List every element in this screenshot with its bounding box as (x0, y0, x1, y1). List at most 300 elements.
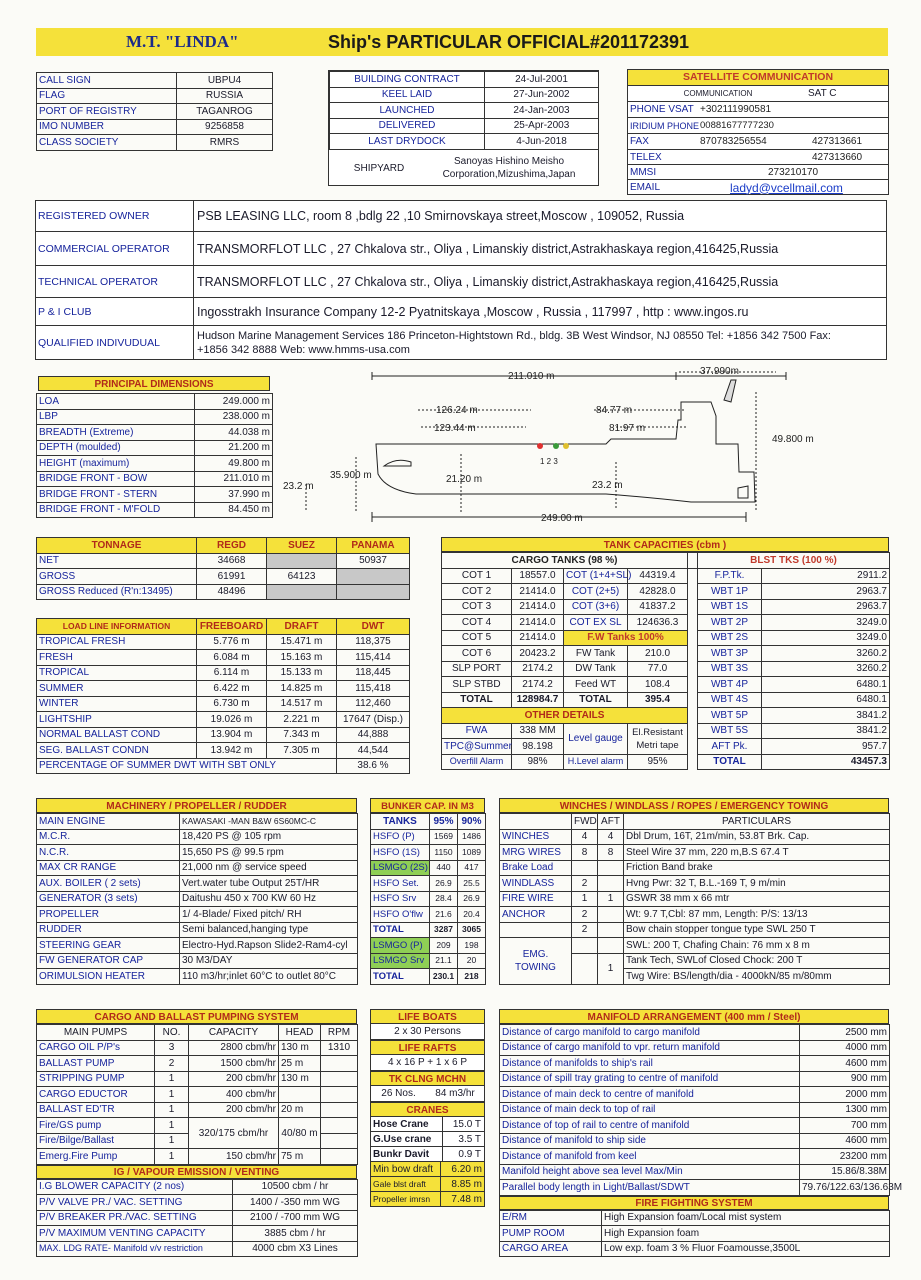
bunker-tank: LSMGO Srv (371, 953, 430, 969)
table-row (37, 1071, 358, 1087)
owner-value (194, 305, 748, 319)
winches-header-cell (500, 814, 572, 830)
machinery-value: Semi balanced,hanging type (180, 922, 358, 938)
table-row (442, 584, 890, 600)
bunker-title: BUNKER CAP. IN M3 (370, 798, 485, 813)
machinery-value: 30 M3/DAY (180, 953, 358, 969)
loadline-cell: 17647 (Disp.) (337, 712, 410, 728)
lifeboats-box (370, 1009, 485, 1207)
tonnage-cell: 61991 (197, 569, 267, 585)
winch-aft: 8 (598, 845, 624, 861)
principal-label: LBP (37, 409, 195, 425)
machinery-value: 18,420 PS @ 105 rpm (180, 829, 358, 845)
draft-label: Propeller imrsn (371, 1192, 441, 1206)
table-row (37, 1102, 358, 1118)
ballast-tank-value: 3249.0 (762, 615, 890, 631)
principal-value: 44.038 m (195, 425, 273, 441)
spacer (688, 599, 698, 615)
spacer (688, 754, 698, 770)
manifold-label: Parallel body length in Light/Ballast/SDWT (500, 1180, 800, 1196)
loadline-cell: 6.422 m (197, 681, 267, 697)
cargo-tank-name: COT 4 (442, 615, 512, 631)
pumps-header (37, 1025, 358, 1041)
machinery-value: 1/ 4-Blade/ Fixed pitch/ RH (180, 907, 358, 923)
fw-tank-name: TOTAL (564, 692, 628, 708)
winch-particulars: Friction Band brake (624, 860, 890, 876)
tk-clng-count: 26 Nos. (381, 1088, 416, 1099)
table-row (37, 502, 273, 518)
cargo-tank-name: COT 2 (442, 584, 512, 600)
principal-table (36, 393, 273, 518)
owner-value (194, 275, 778, 289)
pump-head: 130 m (279, 1071, 321, 1087)
manifold-box (499, 1009, 903, 1257)
ballast-tank-name: TOTAL (698, 754, 762, 770)
loadline-cell: TROPICAL (37, 665, 197, 681)
spacer (688, 723, 698, 739)
table-row (37, 135, 273, 151)
owner-value-line: TRANSMORFLOT LLC , 27 Chkalova str., Oliya , Limanskiy district,Astrakhaskaya region,416425,Russia (197, 241, 779, 256)
tonnage-table (36, 537, 410, 600)
manifold-table (499, 1024, 903, 1196)
bunker-90: 26.9 (458, 891, 486, 907)
spacer (688, 646, 698, 662)
ballast-tank-name: WBT 4P (698, 677, 762, 693)
dim-23a: 23.2 m (283, 481, 314, 492)
phone-vsat-label: PHONE VSAT (630, 104, 694, 115)
manifold-value: 4600 mm (800, 1133, 890, 1149)
phone-vsat: +302111990581 (700, 104, 772, 115)
bunker-90: 1486 (458, 829, 486, 845)
bunker-tank: LSMGO (P) (371, 938, 430, 954)
table-row (37, 727, 410, 743)
machinery-label: PROPELLER (37, 907, 180, 923)
fax2: 427313661 (812, 136, 863, 147)
loadline-cell: LIGHTSHIP (37, 712, 197, 728)
pump-no: 1 (155, 1133, 189, 1149)
table-row (37, 1040, 358, 1056)
other-value: 98% (512, 754, 564, 770)
table-row (37, 425, 273, 441)
manifold-label: Manifold height above sea level Max/Min (500, 1164, 800, 1180)
winch-aft (598, 876, 624, 892)
manifold-label: Distance of manifold from keel (500, 1149, 800, 1165)
tonnage-cell: NET (37, 553, 197, 569)
winch-label: MRG WIRES (500, 845, 572, 861)
bunker-90: 417 (458, 860, 486, 876)
ident-label: IMO NUMBER (37, 119, 177, 135)
satcom-title: SATELLITE COMMUNICATION (628, 70, 888, 85)
ig-label: P/V VALVE PR./ VAC. SETTING (37, 1195, 233, 1211)
building-label: LAUNCHED (330, 103, 485, 119)
winch-aft (598, 860, 624, 876)
iridium-label: IRIDIUM PHONE (630, 120, 700, 131)
winch-particulars: GSWR 38 mm x 66 mtr (624, 891, 890, 907)
table-row (37, 553, 410, 569)
table-row (37, 860, 358, 876)
fw-tank-value: 77.0 (628, 661, 688, 677)
manifold-value: 4000 mm (800, 1040, 890, 1056)
machinery-label: ORIMULSION HEATER (37, 969, 180, 985)
table-row (500, 1180, 890, 1196)
crane-swl: 3.5 T (458, 1134, 481, 1145)
bunker-95: 1569 (430, 829, 458, 845)
fw-tank-name: COT (3+6) (564, 599, 628, 615)
ig-value: 2100 / -700 mm WG (233, 1210, 358, 1226)
ballast-tank-value: 3841.2 (762, 708, 890, 724)
loadline-cell: 6.730 m (197, 696, 267, 712)
table-row (37, 1056, 358, 1072)
tonnage-header-cell: SUEZ (267, 538, 337, 554)
table-row (37, 907, 358, 923)
principal-value: 249.000 m (195, 394, 273, 410)
fire-area: PUMP ROOM (500, 1226, 602, 1242)
table-row (37, 634, 410, 650)
ballast-tanks-title: BLST TKS (100 %) (698, 553, 890, 569)
winch-label: Brake Load (500, 860, 572, 876)
table-row (37, 394, 273, 410)
cargo-tank-value: 21414.0 (512, 615, 564, 631)
bunker-95: 21.1 (430, 953, 458, 969)
bunker-95: 440 (430, 860, 458, 876)
ballast-tank-name: WBT 4S (698, 692, 762, 708)
cargo-tank-name: SLP PORT (442, 661, 512, 677)
table-row (37, 119, 273, 135)
manifold-value: 79.76/122.63/136.63M (800, 1180, 890, 1196)
principal-title: PRINCIPAL DIMENSIONS (38, 376, 270, 391)
ident-value: 9256858 (177, 119, 273, 135)
owner-label: QUALIFIED INDIVUDUAL (36, 326, 194, 359)
machinery-value: Daitushu 450 x 700 KW 60 Hz (180, 891, 358, 907)
table-row (37, 953, 358, 969)
machinery-label: M.C.R. (37, 829, 180, 845)
loadline-header-cell: DRAFT (267, 619, 337, 635)
table-row (500, 1226, 890, 1242)
pump-rpm (321, 1102, 358, 1118)
table-row (37, 1149, 358, 1165)
ident-label: FLAG (37, 88, 177, 104)
table-row (500, 876, 890, 892)
ig-label: P/V BREAKER PR./VAC. SETTING (37, 1210, 233, 1226)
fw-tank-value: 44319.4 (628, 568, 688, 584)
principal-label: HEIGHT (maximum) (37, 456, 195, 472)
principal-label: BRIDGE FRONT - M'FOLD (37, 502, 195, 518)
draft-value: 6.20 m (441, 1162, 484, 1176)
crane-name: Hose Crane (371, 1117, 443, 1131)
bunker-tank: TOTAL (371, 922, 430, 938)
winch-fwd (572, 860, 598, 876)
pump-name: STRIPPING PUMP (37, 1071, 155, 1087)
table-row (37, 1241, 358, 1257)
fire-system: Low exp. foam 3 % Fluor Foamousse,3500L (602, 1241, 890, 1257)
winch-aft: 4 (598, 829, 624, 845)
owner-value-line: PSB LEASING LLC, room 8 ,bdlg 22 ,10 Smirnovskaya street,Moscow , 109052, Russia (197, 209, 685, 223)
crane-swl: 15.0 T (452, 1119, 481, 1130)
owner-row (36, 231, 886, 265)
winch-fwd: 1 (572, 891, 598, 907)
lifeboats-title: LIFE BOATS (370, 1009, 485, 1024)
fw-tank-value: 41837.2 (628, 599, 688, 615)
machinery-value: 110 m3/hr;inlet 60°C to outlet 80°C (180, 969, 358, 985)
ship-name: M.T. "LINDA" (126, 32, 239, 51)
machinery-box (36, 798, 357, 985)
table-row (500, 891, 890, 907)
other-value: 338 MM (512, 723, 564, 739)
fw-tank-name: COT EX SL (564, 615, 628, 631)
winch-aft: 1 (598, 891, 624, 907)
principal-label: LOA (37, 394, 195, 410)
loadline-cell: 2.221 m (267, 712, 337, 728)
loadline-cell: 19.026 m (197, 712, 267, 728)
building-table (329, 71, 599, 150)
dim-21: 21.20 m (446, 474, 483, 485)
other-label: Overfill Alarm (442, 754, 512, 770)
pump-header-cell: NO. (155, 1025, 189, 1041)
fax1: 870783256554 (700, 136, 767, 147)
tonnage-cell (337, 569, 410, 585)
fw-tank-value: 108.4 (628, 677, 688, 693)
winch-particulars: Dbl Drum, 16T, 21m/min, 53.8T Brk. Cap. (624, 829, 890, 845)
ballast-tank-value: 2963.7 (762, 584, 890, 600)
principal-value: 211.010 m (195, 471, 273, 487)
ballast-tank-value: 3260.2 (762, 661, 890, 677)
tonnage-header-cell: REGD (197, 538, 267, 554)
table-row (500, 1149, 890, 1165)
pump-name: Fire/GS pump (37, 1118, 155, 1134)
ig-value: 3885 cbm / hr (233, 1226, 358, 1242)
spacer (688, 630, 698, 646)
dim-84: 84.77 m (596, 405, 633, 416)
bunker-95: 3287 (430, 922, 458, 938)
ballast-tank-value: 6480.1 (762, 692, 890, 708)
machinery-label: AUX. BOILER ( 2 sets) (37, 876, 180, 892)
manifold-label: Distance of manifold to ship side (500, 1133, 800, 1149)
loadline-cell: NORMAL BALLAST COND (37, 727, 197, 743)
manifold-label: Distance of top of rail to centre of manifold (500, 1118, 800, 1134)
table-row (500, 1056, 890, 1072)
pump-head: 40/80 m (279, 1118, 321, 1149)
building-value: 27-Jun-2002 (485, 87, 599, 103)
bunker-tank: LSMGO (2S) (371, 860, 430, 876)
building-value: 25-Apr-2003 (485, 118, 599, 134)
table-row (37, 569, 410, 585)
table-row (442, 646, 890, 662)
title-bar (36, 28, 888, 56)
ident-table (36, 72, 273, 151)
machinery-value: KAWASAKI -MAN B&W 6S60MC-C (180, 814, 358, 830)
other-label: TPC@Summer (442, 739, 512, 755)
table-row (37, 758, 410, 774)
table-row (500, 1133, 890, 1149)
cargo-tank-name: COT 3 (442, 599, 512, 615)
winch-particulars: Tank Tech, SWLof Closed Chock: 200 T (624, 953, 890, 969)
ballast-tank-value: 2963.7 (762, 599, 890, 615)
bunker-90: 218 (458, 969, 486, 985)
manifold-title: MANIFOLD ARRANGEMENT (400 mm / Steel) (499, 1009, 889, 1024)
table-row (500, 1025, 890, 1041)
table-row (442, 692, 890, 708)
table-row (500, 829, 890, 845)
machinery-value: 21,000 nm @ service speed (180, 860, 358, 876)
building-label: LAST DRYDOCK (330, 134, 485, 150)
fw-tank-value: 42828.0 (628, 584, 688, 600)
telex: 427313660 (812, 151, 863, 163)
table-row (371, 969, 486, 985)
pump-no: 2 (155, 1056, 189, 1072)
bunker-tank: HSFO (1S) (371, 845, 430, 861)
spacer (688, 677, 698, 693)
spacer (688, 692, 698, 708)
mmsi-label: MMSI (630, 166, 657, 178)
tonnage-header-cell: PANAMA (337, 538, 410, 554)
bunker-95: 21.6 (430, 907, 458, 923)
spacer (688, 661, 698, 677)
bunker-95: 1150 (430, 845, 458, 861)
lifeboats-value: 2 x 30 Persons (370, 1024, 485, 1040)
tonnage-cell: GROSS Reduced (R'n:13495) (37, 584, 197, 600)
loadline-header-cell: DWT (337, 619, 410, 635)
table-row (37, 665, 410, 681)
ident-label: CALL SIGN (37, 73, 177, 89)
pump-header-cell: CAPACITY (189, 1025, 279, 1041)
table-row (500, 1087, 890, 1103)
manifold-value: 23200 mm (800, 1149, 890, 1165)
cargo-tank-value: 18557.0 (512, 568, 564, 584)
table-row (330, 134, 599, 150)
owner-label: REGISTERED OWNER (36, 201, 194, 231)
fire-area: E/RM (500, 1210, 602, 1226)
cargo-tank-value: 21414.0 (512, 599, 564, 615)
table-row (442, 630, 890, 646)
table-row (37, 845, 358, 861)
dim-81: 81.97 m (609, 423, 646, 434)
winch-aft (598, 938, 624, 954)
pump-header-cell: RPM (321, 1025, 358, 1041)
loadline-header-cell: FREEBOARD (197, 619, 267, 635)
tonnage-cell (267, 584, 337, 600)
spacer (688, 739, 698, 755)
bunker-tank: TOTAL (371, 969, 430, 985)
ballast-tank-name: WBT 2P (698, 615, 762, 631)
pump-head: 20 m (279, 1102, 321, 1118)
loadline-cell: 115,418 (337, 681, 410, 697)
machinery-title: MACHINERY / PROPELLER / RUDDER (36, 798, 357, 813)
ig-value: 4000 cbm X3 Lines (233, 1241, 358, 1257)
pump-capacity: 200 cbm/hr (189, 1102, 279, 1118)
bunker-tank: HSFO O'flw (371, 907, 430, 923)
cargo-tank-value: 2174.2 (512, 661, 564, 677)
ig-value: 10500 cbm / hr (233, 1179, 358, 1195)
loadline-header (37, 619, 410, 635)
winch-aft: 1 (598, 953, 624, 984)
bunker-95: 230.1 (430, 969, 458, 985)
table-row (371, 845, 486, 861)
other-value: El.Resistant Metri tape (628, 723, 688, 754)
ident-value: RUSSIA (177, 88, 273, 104)
principal-value: 49.800 m (195, 456, 273, 472)
machinery-label: GENERATOR (3 sets) (37, 891, 180, 907)
spacer (688, 615, 698, 631)
principal-label: BREADTH (Extreme) (37, 425, 195, 441)
loadline-cell: 15.163 m (267, 650, 337, 666)
pump-head: 130 m (279, 1040, 321, 1056)
pump-no: 1 (155, 1071, 189, 1087)
table-row (37, 584, 410, 600)
ballast-tank-name: WBT 3S (698, 661, 762, 677)
winches-header-cell: PARTICULARS (624, 814, 890, 830)
pump-rpm (321, 1071, 358, 1087)
building-label: BUILDING CONTRACT (330, 72, 485, 88)
winch-fwd: 2 (572, 876, 598, 892)
loadline-cell: WINTER (37, 696, 197, 712)
table-row (500, 922, 890, 938)
principal-value: 37.990 m (195, 487, 273, 503)
winches-header-cell: AFT (598, 814, 624, 830)
loadline-cell: 6.084 m (197, 650, 267, 666)
loadline-cell: 7.343 m (267, 727, 337, 743)
pump-rpm (321, 1118, 358, 1134)
ballast-tank-name: WBT 3P (698, 646, 762, 662)
cargo-tank-name: COT 5 (442, 630, 512, 646)
building-value: 24-Jul-2001 (485, 72, 599, 88)
table-row (37, 1118, 358, 1134)
cargo-pump-title: CARGO AND BALLAST PUMPING SYSTEM (36, 1009, 357, 1024)
shipyard-value: Sanoyas Hishino Meisho Corporation,Mizushima,Japan (442, 156, 576, 180)
owner-value-line: Ingosstrakh Insurance Company 12-2 Pyatnitskaya ,Moscow , Russia , 117997 , http : www.ingos.ru (197, 304, 749, 319)
owner-value (194, 209, 684, 223)
pump-capacity: 200 cbm/hr (189, 1071, 279, 1087)
pump-head: 75 m (279, 1149, 321, 1165)
fire-area: CARGO AREA (500, 1241, 602, 1257)
owner-value-line: +1856 342 8888 Web: www.hmms-usa.com (197, 343, 410, 356)
winch-label: EMG. TOWING (500, 938, 572, 985)
fw-tank-name: Feed WT (564, 677, 628, 693)
pump-no: 3 (155, 1040, 189, 1056)
other-label: H.Level alarm (564, 754, 628, 770)
winch-label: WINDLASS (500, 876, 572, 892)
table-row (442, 754, 890, 770)
fax-label: FAX (630, 136, 649, 147)
building-value: 24-Jan-2003 (485, 103, 599, 119)
ballast-tank-name: WBT 5S (698, 723, 762, 739)
email-link[interactable]: ladyd@vcellmail.com (730, 180, 843, 195)
ident-value: UBPU4 (177, 73, 273, 89)
loadline-cell: 14.825 m (267, 681, 337, 697)
loadline-cell: 15.133 m (267, 665, 337, 681)
tank-capacities (441, 537, 889, 770)
loadline-cell: 44,888 (337, 727, 410, 743)
ballast-tank-value: 2911.2 (762, 568, 890, 584)
dim-37: 37.990m (700, 366, 739, 377)
loadline-cell: 15.471 m (267, 634, 337, 650)
machinery-label: FW GENERATOR CAP (37, 953, 180, 969)
cargo-tank-name: TOTAL (442, 692, 512, 708)
table-row (500, 1210, 890, 1226)
pump-capacity: 1500 cbm/hr (189, 1056, 279, 1072)
shipyard-label: SHIPYARD (353, 162, 405, 174)
tonnage-cell (267, 553, 337, 569)
fw-tank-name: COT (2+5) (564, 584, 628, 600)
table-row (37, 743, 410, 759)
building-value: 4-Jun-2018 (485, 134, 599, 150)
ballast-tank-value: 3260.2 (762, 646, 890, 662)
draft-value: 7.48 m (441, 1192, 484, 1206)
pump-name: CARGO EDUCTOR (37, 1087, 155, 1103)
liferafts-title: LIFE RAFTS (370, 1040, 485, 1055)
winches-header-cell: FWD (572, 814, 598, 830)
table-row (500, 1040, 890, 1056)
table-row (37, 1179, 358, 1195)
